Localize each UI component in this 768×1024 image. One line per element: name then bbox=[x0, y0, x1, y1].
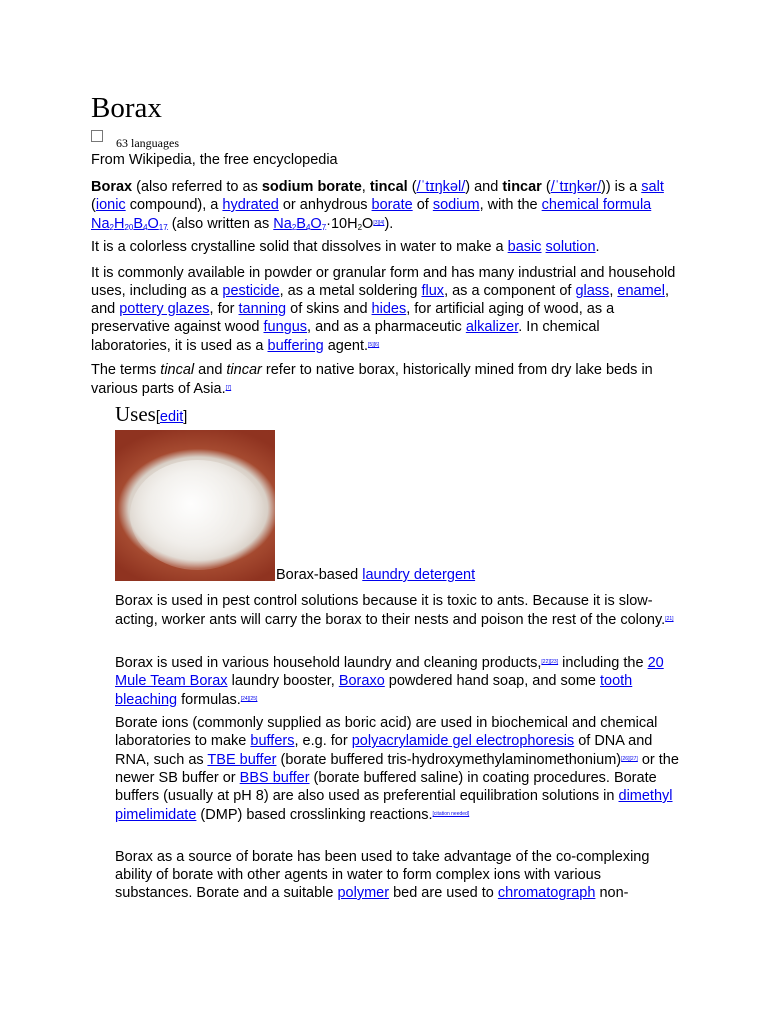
text: O bbox=[147, 216, 159, 232]
text: B bbox=[296, 216, 306, 232]
subscript: 4 bbox=[305, 223, 311, 232]
link-chromatograph[interactable]: chromatograph bbox=[497, 885, 596, 901]
term-tincal: tincal bbox=[369, 179, 408, 195]
text: O bbox=[310, 216, 322, 232]
text: Borate ions (commonly supplied as boric acid) are used in biochemical and chemical laboratories to make bbox=[115, 715, 658, 749]
text: The terms bbox=[91, 362, 161, 378]
link-ipa-tincal[interactable]: /ˈtɪŋkəl/ bbox=[416, 179, 466, 195]
text: (also written as bbox=[167, 216, 274, 232]
citation-ref[interactable]: [7] bbox=[225, 385, 232, 391]
paragraph-2 bbox=[91, 238, 681, 256]
edit-section bbox=[156, 409, 187, 425]
link-sodium[interactable]: sodium bbox=[432, 197, 480, 213]
link-pesticide[interactable]: pesticide bbox=[222, 283, 280, 299]
text: (borate buffered saline) in coating procedures. Borate buffers (usually at pH 8) are also used as preferential equilibration solutions in bbox=[115, 770, 657, 804]
citation-ref[interactable]: [5][6] bbox=[368, 342, 380, 348]
text: , and bbox=[91, 283, 669, 317]
term-tincal-italic: tincal bbox=[160, 362, 195, 378]
paragraph-3 bbox=[91, 264, 681, 355]
text: or anhydrous bbox=[278, 197, 372, 213]
link-fungus[interactable]: fungus bbox=[263, 319, 308, 335]
link-20-mule-team-borax[interactable]: 20 Mule Team Borax bbox=[115, 655, 664, 689]
text: . bbox=[595, 239, 600, 255]
language-count[interactable]: 63 languages bbox=[116, 136, 179, 150]
image-caption bbox=[276, 567, 475, 583]
link-hydrated[interactable]: hydrated bbox=[222, 197, 279, 213]
link-buffering[interactable]: buffering bbox=[267, 338, 324, 354]
text: bed are used to bbox=[389, 885, 498, 901]
text: It is a colorless crystalline solid that dissolves in water to make a bbox=[91, 239, 508, 255]
text: )) is a bbox=[601, 179, 642, 195]
link-salt[interactable]: salt bbox=[641, 179, 664, 195]
page-title: Borax bbox=[91, 92, 162, 124]
text: compound), a bbox=[125, 197, 223, 213]
text: of bbox=[412, 197, 433, 213]
text: powdered hand soap, and some bbox=[384, 673, 600, 689]
text: ] bbox=[183, 409, 188, 425]
text: , e.g. for bbox=[294, 733, 352, 749]
intro-paragraph bbox=[91, 178, 681, 237]
text: including the bbox=[558, 655, 648, 671]
text: ( bbox=[541, 179, 551, 195]
citation-ref[interactable]: [22][23] bbox=[541, 659, 559, 665]
link-laundry-detergent[interactable]: laundry detergent bbox=[362, 567, 476, 583]
text: It is commonly available in powder or granular form and has many industrial and household uses, including as a bbox=[91, 265, 676, 299]
text: ( bbox=[407, 179, 417, 195]
link-buffers[interactable]: buffers bbox=[250, 733, 295, 749]
link-enamel[interactable]: enamel bbox=[617, 283, 665, 299]
text: , bbox=[361, 179, 370, 195]
text: (DMP) based crosslinking reactions. bbox=[196, 807, 433, 823]
citation-ref[interactable]: [24][25] bbox=[240, 696, 258, 702]
link-basic[interactable]: basic bbox=[507, 239, 542, 255]
link-borate[interactable]: borate bbox=[371, 197, 413, 213]
text: Borax is used in various household laundry and cleaning products, bbox=[115, 655, 542, 671]
text: laundry booster, bbox=[227, 673, 339, 689]
text: (also referred to as bbox=[132, 179, 262, 195]
text: of DNA and RNA, such as bbox=[115, 733, 653, 768]
text: Na bbox=[273, 216, 292, 232]
tagline: From Wikipedia, the free encyclopedia bbox=[91, 152, 338, 168]
text: Na bbox=[91, 216, 110, 232]
language-checkbox-icon[interactable] bbox=[91, 130, 103, 142]
text: , and as a pharmaceutic bbox=[307, 319, 466, 335]
text: non- bbox=[595, 885, 629, 901]
subscript: 2 bbox=[109, 223, 114, 232]
link-tooth-bleaching[interactable]: tooth bleaching bbox=[115, 673, 633, 708]
subscript: 4 bbox=[143, 223, 148, 232]
citation-ref[interactable]: [21] bbox=[665, 616, 674, 622]
text: H bbox=[114, 216, 125, 232]
term-tincar-italic: tincar bbox=[226, 362, 262, 378]
term-tincar: tincar bbox=[502, 179, 542, 195]
uses-paragraph-4 bbox=[115, 848, 680, 902]
term-sodium-borate: sodium borate bbox=[261, 179, 362, 195]
text: and bbox=[194, 362, 227, 378]
link-hides[interactable]: hides bbox=[371, 301, 407, 317]
link-tbe-buffer[interactable]: TBE buffer bbox=[207, 752, 277, 768]
section-heading-uses bbox=[115, 402, 187, 427]
link-glass[interactable]: glass bbox=[575, 283, 610, 299]
text: Borax-based bbox=[276, 567, 363, 583]
link-chemical-formula[interactable]: chemical formula bbox=[541, 197, 652, 213]
text: , as a metal soldering bbox=[279, 283, 422, 299]
text: O bbox=[362, 216, 374, 232]
section-title: Uses bbox=[115, 402, 156, 426]
link-formula-full[interactable] bbox=[91, 216, 168, 232]
subscript: 2 bbox=[291, 223, 297, 232]
link-alkalizer[interactable]: alkalizer bbox=[465, 319, 519, 335]
text: , as a component of bbox=[444, 283, 576, 299]
link-ionic[interactable]: ionic bbox=[95, 197, 126, 213]
text: agent. bbox=[323, 338, 369, 354]
citation-ref[interactable]: [3][4] bbox=[373, 220, 385, 226]
link-polymer[interactable]: polymer bbox=[337, 885, 390, 901]
text: , for artificial aging of wood, as a preservative against wood bbox=[91, 301, 615, 335]
edit-link[interactable]: edit bbox=[159, 409, 184, 425]
link-formula-short[interactable] bbox=[273, 216, 326, 232]
link-polyacrylamide-gel-electrophoresis[interactable]: polyacrylamide gel electrophoresis bbox=[351, 733, 575, 749]
text: refer to native borax, historically mined from dry lake beds in various parts of Asia. bbox=[91, 362, 653, 397]
text: of skins and bbox=[286, 301, 372, 317]
link-flux[interactable]: flux bbox=[421, 283, 445, 299]
subscript: 17 bbox=[158, 223, 168, 232]
text: ). bbox=[384, 216, 394, 232]
link-tanning[interactable]: tanning bbox=[238, 301, 287, 317]
text: B bbox=[133, 216, 144, 232]
text: , with the bbox=[479, 197, 542, 213]
text: , for bbox=[209, 301, 239, 317]
text: or the newer SB buffer or bbox=[115, 752, 679, 786]
link-boraxo[interactable]: Boraxo bbox=[338, 673, 385, 689]
text: [ bbox=[155, 409, 160, 425]
borax-powder-image bbox=[115, 430, 275, 581]
link-bbs-buffer[interactable]: BBS buffer bbox=[239, 770, 310, 786]
text: Borax is used in pest control solutions because it is toxic to ants. Because it is slow-acting, worker ants will carry the borax to their nests and poison the rest of the colony. bbox=[115, 593, 666, 628]
link-pottery-glazes[interactable]: pottery glazes bbox=[119, 301, 210, 317]
text: (borate buffered tris-hydroxymethylaminomethonium) bbox=[276, 752, 622, 768]
text: Borax as a source of borate has been used to take advantage of the co-complexing ability of borate with other agents in water to form complex ions with various substances. Borate and a suitable bbox=[115, 849, 650, 901]
paragraph-4 bbox=[91, 361, 681, 398]
citation-ref[interactable]: [26][27] bbox=[621, 756, 638, 762]
text: ( bbox=[91, 197, 96, 213]
uses-paragraph-1 bbox=[115, 592, 680, 629]
text: ) and bbox=[465, 179, 503, 195]
subscript: 7 bbox=[321, 223, 327, 232]
subscript: 2 bbox=[357, 223, 363, 232]
subscript: 20 bbox=[124, 223, 134, 232]
text: . In chemical laboratories, it is used as a bbox=[91, 319, 600, 354]
term-borax: Borax bbox=[91, 179, 133, 195]
link-solution[interactable]: solution bbox=[545, 239, 596, 255]
text: formulas. bbox=[177, 692, 241, 708]
link-dimethyl-pimelimidate[interactable]: dimethyl pimelimidate bbox=[115, 788, 673, 823]
link-ipa-tincar[interactable]: /ˈtɪŋkər/ bbox=[550, 179, 601, 195]
text: ·10H bbox=[326, 216, 358, 232]
text: , bbox=[609, 283, 618, 299]
uses-paragraph-2 bbox=[115, 653, 680, 709]
citation-needed[interactable]: [citation needed] bbox=[432, 811, 470, 817]
uses-paragraph-3 bbox=[115, 714, 680, 824]
